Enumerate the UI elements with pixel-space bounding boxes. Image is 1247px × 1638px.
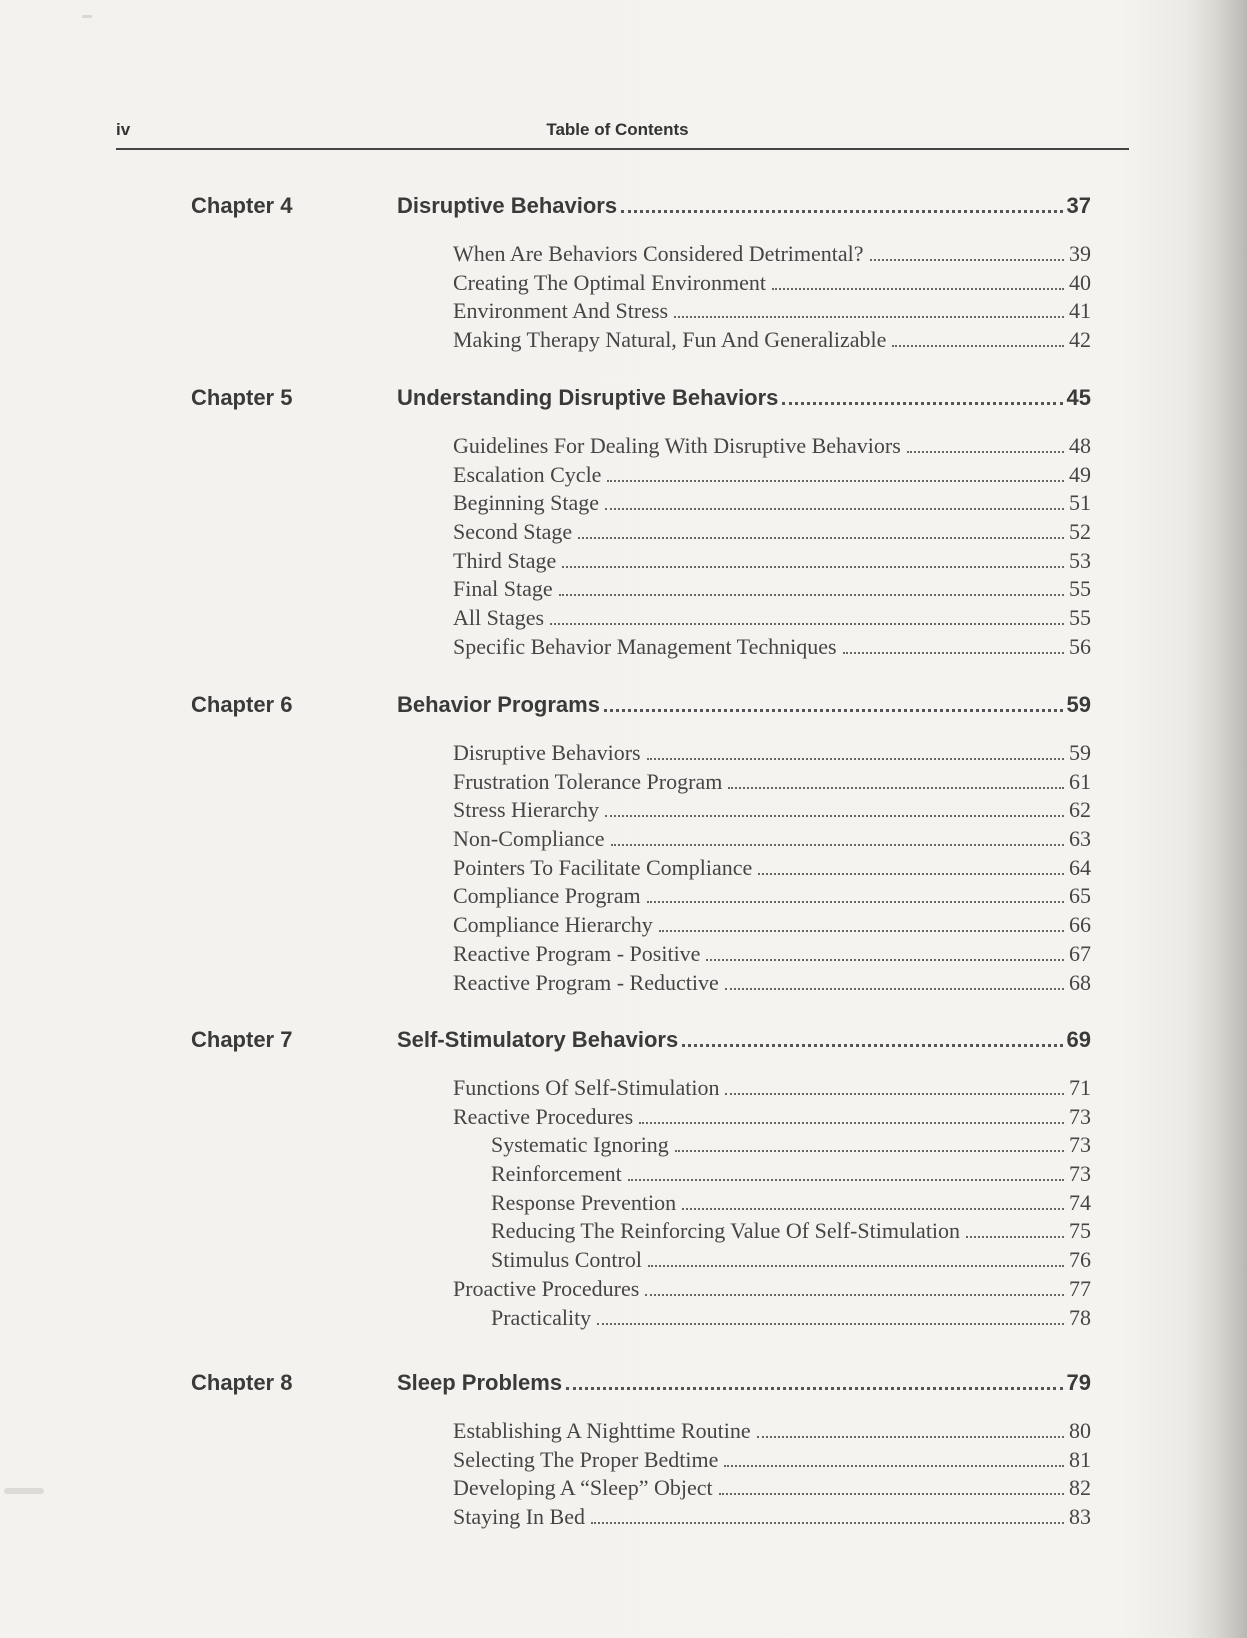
dot-leader xyxy=(645,1294,1064,1296)
entry-page-number: 73 xyxy=(1069,1103,1091,1129)
dot-leader xyxy=(639,1122,1064,1124)
chapter-label: Chapter 8 xyxy=(191,1370,293,1395)
entry-title: Reactive Program - Positive xyxy=(453,940,701,966)
chapter-page-number: 69 xyxy=(1066,1027,1091,1052)
dot-leader xyxy=(907,451,1064,453)
dot-leader xyxy=(728,787,1064,789)
chapter-title-row[interactable] xyxy=(397,1027,1091,1053)
entry-page-number: 59 xyxy=(1069,740,1091,765)
entry-title: Compliance Program xyxy=(453,883,641,909)
entry-title: Beginning Stage xyxy=(453,490,600,516)
toc-entry[interactable] xyxy=(453,1161,1091,1190)
entry-list xyxy=(453,433,1091,663)
chapter-page-number: 59 xyxy=(1066,692,1091,717)
entry-page-number: 82 xyxy=(1069,1475,1091,1501)
entry-page-number: 61 xyxy=(1069,768,1091,794)
dot-leader xyxy=(628,1179,1064,1181)
entry-title: Escalation Cycle xyxy=(453,461,602,487)
entry-title: Developing A “Sleep” Object xyxy=(453,1475,713,1501)
dot-leader xyxy=(725,1093,1064,1095)
entry-page-number: 74 xyxy=(1069,1189,1091,1215)
entry-list xyxy=(453,241,1091,356)
dot-leader xyxy=(611,844,1064,846)
dot-leader xyxy=(966,1236,1064,1238)
dot-leader xyxy=(647,901,1064,903)
dot-leader xyxy=(605,815,1064,817)
entry-title: Staying In Bed xyxy=(453,1504,585,1530)
dot-leader xyxy=(621,210,1062,213)
page-smudge xyxy=(82,15,92,18)
dot-leader xyxy=(591,1522,1064,1524)
entry-page-number: 41 xyxy=(1069,298,1091,324)
toc-entry[interactable] xyxy=(453,1132,1091,1161)
dot-leader xyxy=(604,709,1063,712)
chapter-title-row[interactable] xyxy=(397,193,1091,219)
toc-entry[interactable] xyxy=(453,883,1091,912)
toc-entry[interactable] xyxy=(453,1218,1091,1247)
entry-page-number: 75 xyxy=(1069,1218,1091,1244)
dot-leader xyxy=(725,988,1064,990)
entry-title: Disruptive Behaviors xyxy=(453,740,641,765)
toc-entry[interactable] xyxy=(453,634,1091,663)
toc-entry[interactable] xyxy=(453,1447,1091,1476)
entry-page-number: 73 xyxy=(1069,1161,1091,1187)
toc-entry[interactable] xyxy=(453,1418,1091,1447)
entry-title: Selecting The Proper Bedtime xyxy=(453,1446,719,1472)
dot-leader xyxy=(772,288,1064,290)
entry-page-number: 39 xyxy=(1069,241,1091,266)
entry-page-number: 68 xyxy=(1069,969,1091,995)
toc-entry[interactable] xyxy=(453,1104,1091,1133)
page-number: iv xyxy=(116,120,131,139)
entry-title: Practicality xyxy=(491,1304,592,1330)
dot-leader xyxy=(870,259,1064,261)
entry-title: Compliance Hierarchy xyxy=(453,912,653,938)
page-smudge xyxy=(4,1488,44,1494)
entry-page-number: 55 xyxy=(1069,576,1091,602)
entry-page-number: 48 xyxy=(1069,433,1091,458)
dot-leader xyxy=(724,1465,1064,1467)
dot-leader xyxy=(757,1436,1064,1438)
toc-entry[interactable] xyxy=(453,1305,1091,1334)
chapter-label: Chapter 4 xyxy=(191,193,293,218)
chapter-title: Sleep Problems xyxy=(397,1370,563,1395)
chapter-title: Behavior Programs xyxy=(397,692,600,717)
chapter-title: Self-Stimulatory Behaviors xyxy=(397,1027,679,1052)
toc-entry[interactable] xyxy=(453,433,1091,462)
entry-page-number: 81 xyxy=(1069,1446,1091,1472)
toc-entry[interactable] xyxy=(453,912,1091,941)
entry-page-number: 77 xyxy=(1069,1275,1091,1301)
toc-entry[interactable] xyxy=(453,1190,1091,1219)
entry-title: Reactive Program - Reductive xyxy=(453,969,719,995)
entry-title: Reactive Procedures xyxy=(453,1103,634,1129)
toc-entry[interactable] xyxy=(453,462,1091,491)
entry-page-number: 52 xyxy=(1069,519,1091,545)
entry-title: Proactive Procedures xyxy=(453,1275,640,1301)
entry-title: Third Stage xyxy=(453,547,557,573)
entry-title: Creating The Optimal Environment xyxy=(453,269,767,295)
entry-page-number: 65 xyxy=(1069,883,1091,909)
entry-page-number: 42 xyxy=(1069,327,1091,353)
dot-leader xyxy=(892,345,1064,347)
dot-leader xyxy=(758,873,1064,875)
dot-leader xyxy=(648,1265,1064,1267)
toc-entry[interactable] xyxy=(453,605,1091,634)
entry-page-number: 67 xyxy=(1069,940,1091,966)
toc-entry[interactable] xyxy=(453,327,1091,356)
page-title: Table of Contents xyxy=(546,120,689,139)
dot-leader xyxy=(647,758,1064,760)
dot-leader xyxy=(550,623,1064,625)
entry-page-number: 73 xyxy=(1069,1132,1091,1158)
toc-entry[interactable] xyxy=(453,769,1091,798)
dot-leader xyxy=(578,537,1064,539)
page-header xyxy=(116,116,1129,150)
entry-page-number: 64 xyxy=(1069,854,1091,880)
dot-leader xyxy=(706,959,1064,961)
entry-title: When Are Behaviors Considered Detrimental? xyxy=(453,241,864,266)
toc-entry[interactable] xyxy=(453,548,1091,577)
entry-title: Pointers To Facilitate Compliance xyxy=(453,854,753,880)
entry-page-number: 80 xyxy=(1069,1418,1091,1443)
chapter-title-row[interactable] xyxy=(397,692,1091,718)
entry-title: All Stages xyxy=(453,605,545,631)
entry-page-number: 56 xyxy=(1069,633,1091,659)
toc-entry[interactable] xyxy=(453,1504,1091,1533)
toc-entry[interactable] xyxy=(453,826,1091,855)
toc-entry[interactable] xyxy=(453,519,1091,548)
chapter-title: Disruptive Behaviors xyxy=(397,193,618,218)
entry-page-number: 40 xyxy=(1069,269,1091,295)
toc-entry[interactable] xyxy=(453,1075,1091,1104)
toc-entry[interactable] xyxy=(453,576,1091,605)
entry-title: Functions Of Self-Stimulation xyxy=(453,1075,720,1100)
entry-page-number: 53 xyxy=(1069,547,1091,573)
toc-entry[interactable] xyxy=(453,941,1091,970)
toc-entry[interactable] xyxy=(453,797,1091,826)
entry-title: Second Stage xyxy=(453,519,573,545)
entry-title: Specific Behavior Management Techniques xyxy=(453,633,837,659)
chapter-title-row[interactable] xyxy=(397,385,1091,411)
entry-page-number: 71 xyxy=(1069,1075,1091,1100)
dot-leader xyxy=(566,1387,1062,1390)
entry-title: Establishing A Nighttime Routine xyxy=(453,1418,751,1443)
entry-title: Response Prevention xyxy=(491,1189,677,1215)
dot-leader xyxy=(675,1150,1064,1152)
chapter-label: Chapter 7 xyxy=(191,1027,293,1052)
dot-leader xyxy=(682,1044,1062,1047)
toc-entry[interactable] xyxy=(453,1475,1091,1504)
entry-title: Stress Hierarchy xyxy=(453,797,600,823)
toc-entry[interactable] xyxy=(453,241,1091,270)
entry-page-number: 49 xyxy=(1069,461,1091,487)
toc-entry[interactable] xyxy=(453,1276,1091,1305)
chapter-title: Understanding Disruptive Behaviors xyxy=(397,385,779,410)
entry-page-number: 78 xyxy=(1069,1304,1091,1330)
toc-entry[interactable] xyxy=(453,1247,1091,1276)
entry-title: Frustration Tolerance Program xyxy=(453,768,723,794)
entry-title: Guidelines For Dealing With Disruptive Behaviors xyxy=(453,433,901,458)
chapter-label: Chapter 6 xyxy=(191,692,293,717)
entry-page-number: 76 xyxy=(1069,1247,1091,1273)
chapter-page-number: 45 xyxy=(1066,385,1091,410)
entry-list xyxy=(453,740,1091,998)
dot-leader xyxy=(559,594,1064,596)
chapter-page-number: 79 xyxy=(1066,1370,1091,1395)
entry-title: Systematic Ignoring xyxy=(491,1132,669,1158)
dot-leader xyxy=(674,316,1064,318)
dot-leader xyxy=(682,1208,1064,1210)
entry-title: Reducing The Reinforcing Value Of Self-Stimulation xyxy=(491,1218,961,1244)
entry-title: Final Stage xyxy=(453,576,553,602)
toc-entry[interactable] xyxy=(453,855,1091,884)
dot-leader xyxy=(843,652,1064,654)
toc-entry[interactable] xyxy=(453,298,1091,327)
entry-list xyxy=(453,1418,1091,1533)
entry-title: Stimulus Control xyxy=(491,1247,642,1273)
dot-leader xyxy=(605,508,1064,510)
entry-page-number: 83 xyxy=(1069,1504,1091,1530)
entry-title: Non-Compliance xyxy=(453,826,605,852)
toc-entry[interactable] xyxy=(453,270,1091,299)
dot-leader xyxy=(782,402,1062,405)
entry-page-number: 62 xyxy=(1069,797,1091,823)
dot-leader xyxy=(597,1323,1064,1325)
entry-title: Making Therapy Natural, Fun And Generalizable xyxy=(453,327,887,353)
entry-page-number: 63 xyxy=(1069,826,1091,852)
dot-leader xyxy=(607,480,1064,482)
dot-leader xyxy=(562,566,1064,568)
toc-entry[interactable] xyxy=(453,740,1091,769)
chapter-page-number: 37 xyxy=(1066,193,1091,218)
entry-list xyxy=(453,1075,1091,1333)
entry-title: Reinforcement xyxy=(491,1161,622,1187)
entry-page-number: 66 xyxy=(1069,912,1091,938)
entry-title: Environment And Stress xyxy=(453,298,669,324)
entry-page-number: 55 xyxy=(1069,605,1091,631)
toc-entry[interactable] xyxy=(453,490,1091,519)
entry-page-number: 51 xyxy=(1069,490,1091,516)
dot-leader xyxy=(719,1493,1064,1495)
dot-leader xyxy=(659,930,1064,932)
toc-entry[interactable] xyxy=(453,970,1091,999)
chapter-label: Chapter 5 xyxy=(191,385,293,410)
chapter-title-row[interactable] xyxy=(397,1370,1091,1396)
